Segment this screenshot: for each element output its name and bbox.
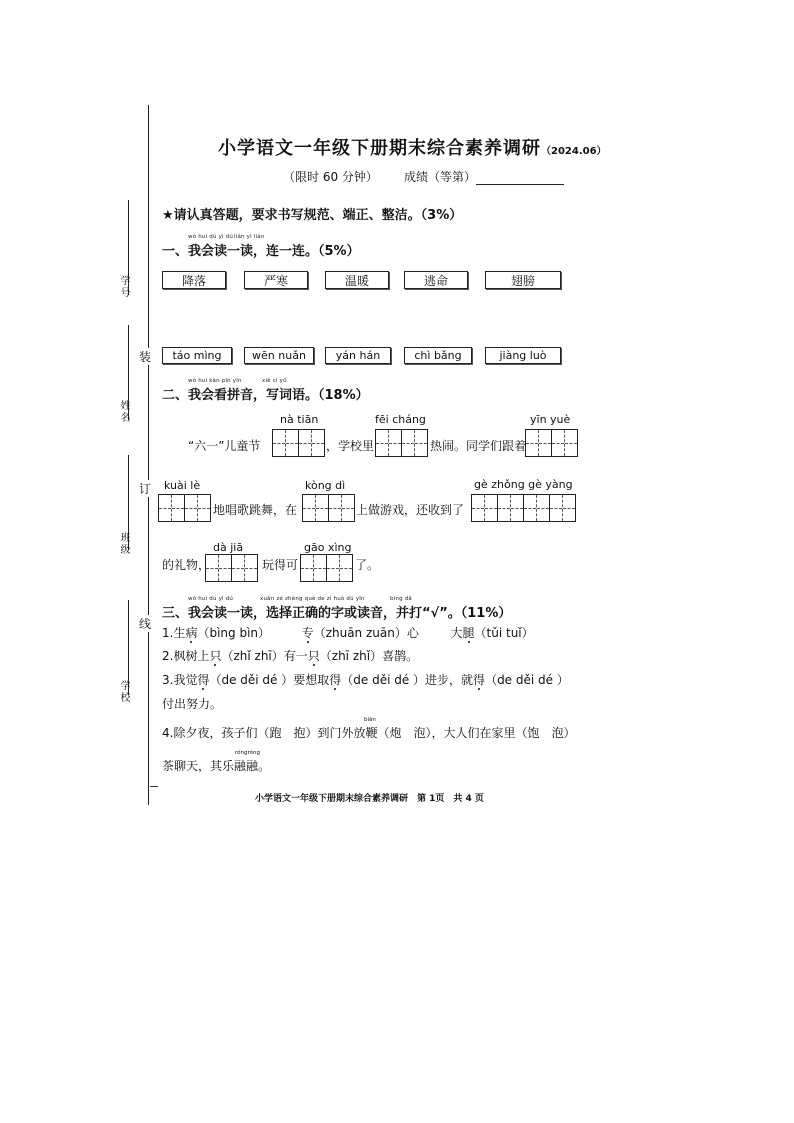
pinyin-box-chibang[interactable]: chì bǎng [404,347,472,364]
q1-a-options[interactable]: （bìng bìn） [197,626,271,640]
q3-char-3: 得 [473,673,486,687]
q1-c-prefix: 大 [450,626,463,640]
q1-c-char: 腿 [462,626,475,640]
pinyin-dajia: dà jiā [213,541,244,554]
q1-a-char: 病 [185,626,198,640]
q1-b-options[interactable]: （zhuān zuān）心 [313,626,419,640]
intro-line: ★请认真答题，要求书写规范、端正、整洁。（3%） [162,208,463,223]
s2-text-4: 地唱歌跳舞，在 [213,503,298,517]
q1-c-options[interactable]: （tǔi tuǐ） [474,626,534,640]
q1-a-prefix: 1.生 [162,626,186,640]
q3-char-1: 得 [197,673,210,687]
section3-ruby-2: xuǎn zé zhèng què de zì huò dú yīn [260,596,365,602]
margin-label-xingming: 姓名 [118,400,129,424]
pinyin-kongdi: kòng dì [305,479,346,492]
q2-char-1: 只 [209,649,222,663]
pinyin-natian: nà tiān [280,413,319,426]
section3-ruby-1: wǒ huì dú yì dú [188,596,234,602]
pinyin-box-yanhan[interactable]: yán hán [325,347,391,364]
s2-text-8: 了。 [355,558,380,572]
binding-char-xian: 线 [139,617,152,631]
page-title [218,134,607,160]
pinyin-box-wennuan[interactable]: wēn nuǎn [244,347,314,364]
s2-text-1: “六一”儿童节 [188,439,261,453]
q4-line-2: 茶聊天，其乐融融。 [162,759,271,773]
s2-text-3: 热闹。同学们跟着 [430,439,527,453]
q4-line-1[interactable]: 4.除夕夜，孩子们（跑 抱）到门外放鞭（炮 泡），大人们在家里（饱 泡） [162,726,576,740]
word-box-yanhan[interactable]: 严寒 [244,271,308,289]
q2-prefix: 2.枫树上 [162,649,210,663]
grid-kuaile[interactable] [158,494,211,522]
score-label [404,168,564,185]
q2-options-2[interactable]: （zhī zhǐ）喜鹊。 [319,649,419,663]
section2-ruby-1: wǒ huì kàn pīn yīn [188,378,242,384]
q2-line [162,647,418,664]
q2-char-2: 只 [307,649,320,663]
title-text: 小学语文一年级下册期末综合素养调研 [218,138,541,159]
binding-char-zhuang: 装 [139,350,152,364]
q4-ruby-rongrong: róngróng [235,750,260,756]
grid-kongdi[interactable] [302,494,355,522]
score-blank[interactable] [476,172,564,185]
section2-heading: 二、我会看拼音，写词语。（18%） [162,388,369,403]
section1-ruby-1: wǒ huì dú yì dú [188,234,234,240]
pinyin-box-taoming[interactable]: táo mìng [162,347,232,364]
q3-prefix: 3.我觉 [162,673,198,687]
grid-gaoxing[interactable] [300,554,353,582]
q4-ruby-bian: biān [364,717,376,723]
pinyin-kuaile: kuài lè [164,479,201,492]
title-year: （2024.06） [541,146,607,157]
pinyin-box-jiangluo[interactable]: jiàng luò [485,347,561,364]
grid-yinyue[interactable] [525,429,578,457]
margin-label-xuexiao: 学校 [118,680,129,704]
binding-line [148,105,149,805]
q1-b-char: 专 [301,626,314,640]
word-box-jiangluo[interactable]: 降落 [162,271,226,289]
page-footer: 小学语文一年级下册期末综合素养调研 第 1页 共 4 页 [255,794,484,804]
binding-char-ding: 订 [139,482,152,496]
grid-feichang[interactable] [375,429,428,457]
pinyin-gezhonggeyang: gè zhǒng gè yàng [474,478,573,491]
pinyin-gaoxing: gāo xìng [304,541,352,554]
margin-label-xuehao: 学号 [118,275,129,299]
s2-text-2: ，学校里 [326,439,375,453]
section1-heading: 一、我会读一读，连一连。（5%） [162,244,360,259]
q2-options-1[interactable]: （zhǐ zhī）有一 [221,649,308,663]
word-box-wennuan[interactable]: 温暖 [325,271,389,289]
section1-ruby-2: lián yì lián [234,234,265,240]
section2-ruby-2: xiě cí yǔ [262,378,287,384]
time-limit: （限时 60 分钟） [283,170,378,184]
q3-char-2: 得 [329,673,342,687]
word-box-taoming[interactable]: 逃命 [404,271,468,289]
pinyin-yinyue: yīn yuè [530,413,571,426]
q3-line-2: 付出努力。 [162,697,223,711]
grid-dajia[interactable] [205,554,258,582]
grid-gezhonggeyang[interactable] [471,494,576,522]
q1-line [162,624,534,641]
q3-options-1[interactable]: （de děi dé ）要想取 [209,673,330,687]
s2-text-6: 的礼物， [162,558,211,572]
score-label-text: 成绩（等第） [404,170,477,184]
q3-line-1 [162,671,569,688]
section3-ruby-3: bìng dǎ [390,596,413,602]
pinyin-feichang: fēi cháng [375,413,426,426]
word-box-chibang[interactable]: 翅膀 [485,271,561,289]
s2-text-5: 上做游戏，还收到了 [356,503,465,517]
footer-rule [150,786,158,787]
q3-options-2[interactable]: （de děi dé ）进步，就 [341,673,474,687]
margin-label-banji: 班级 [118,532,129,556]
q3-options-3[interactable]: （de děi dé ） [485,673,569,687]
s2-text-7: 玩得可 [262,558,299,572]
grid-natian[interactable] [272,429,325,457]
section3-heading: 三、我会读一读，选择正确的字或读音，并打“√”。（11%） [162,606,512,621]
